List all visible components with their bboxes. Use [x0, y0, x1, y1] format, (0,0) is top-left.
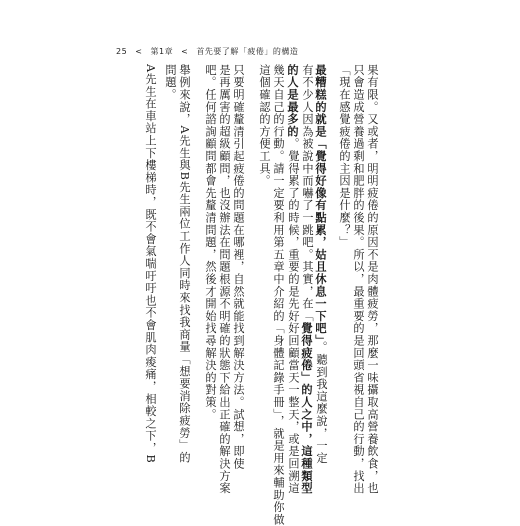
text-column: 這個確認的方便工具。: [258, 64, 271, 187]
text-column: 舉例來說，A先生與B先生兩位工作人同時來找我商量「想要消除疲勞」的: [178, 64, 191, 464]
text-column: 是再厲害的超級顧問，也沒辦法在問題根源不明確的狀態下給出正確的解決方案: [218, 64, 231, 495]
emphasis-text: 的人是最多的: [286, 64, 300, 138]
emphasis-text: 最糟糕的就是「覺得好像有點累，姑且休息一下吧」: [314, 64, 328, 342]
text-column: 只會造成營養過剩和肥胖的後果。所以，最重要的是回頭省視自己的行動，找出: [352, 64, 365, 495]
separator: <: [181, 47, 189, 56]
text-column: [314, 64, 328, 464]
page-number: 25: [116, 47, 128, 56]
emphasis-text: 覺得疲倦」的人之中，這種類型: [300, 322, 314, 495]
text-column: 問題。: [164, 64, 177, 101]
plain-text: 。聽到我這麼說，一定: [315, 341, 328, 465]
text-column: [286, 64, 300, 495]
text-column: [300, 64, 314, 495]
text-column: 果有限。又或者，明明疲倦的原因不是肉體疲勞，那麼一味攝取高營養飲食，也: [366, 64, 379, 495]
text-column: 幾天自己的行動。請一定要利用第五章中介紹的「身體記錄手冊」，就是用來輔助你做: [272, 64, 285, 526]
chapter-title: 首先要了解「疲倦」的構造: [196, 47, 299, 56]
running-head: [116, 46, 303, 57]
plain-text: 。覺得累了的時候，重要的是先好好回顧當天一整天，或是回溯這: [287, 137, 300, 495]
text-column: 「現在感覺疲倦的主因是什麼？」: [338, 64, 351, 249]
chapter-label: 第1章: [150, 47, 174, 56]
text-column: 只要明確釐清引起疲倦的問題在哪裡，自然就能找到解決方法。試想，即使: [232, 64, 245, 470]
text-column: A先生在車站上下樓梯時，既不會氣喘吁吁也不會肌肉痠痛，相較之下，B: [144, 64, 157, 464]
separator: <: [135, 47, 143, 56]
plain-text: 有不少人因為被說中而嚇了一跳吧。其實，在「: [301, 64, 314, 323]
text-column: 吧。任何諮詢顧問都會先釐清問題，然後才開始找尋解決的對策。: [204, 64, 217, 421]
